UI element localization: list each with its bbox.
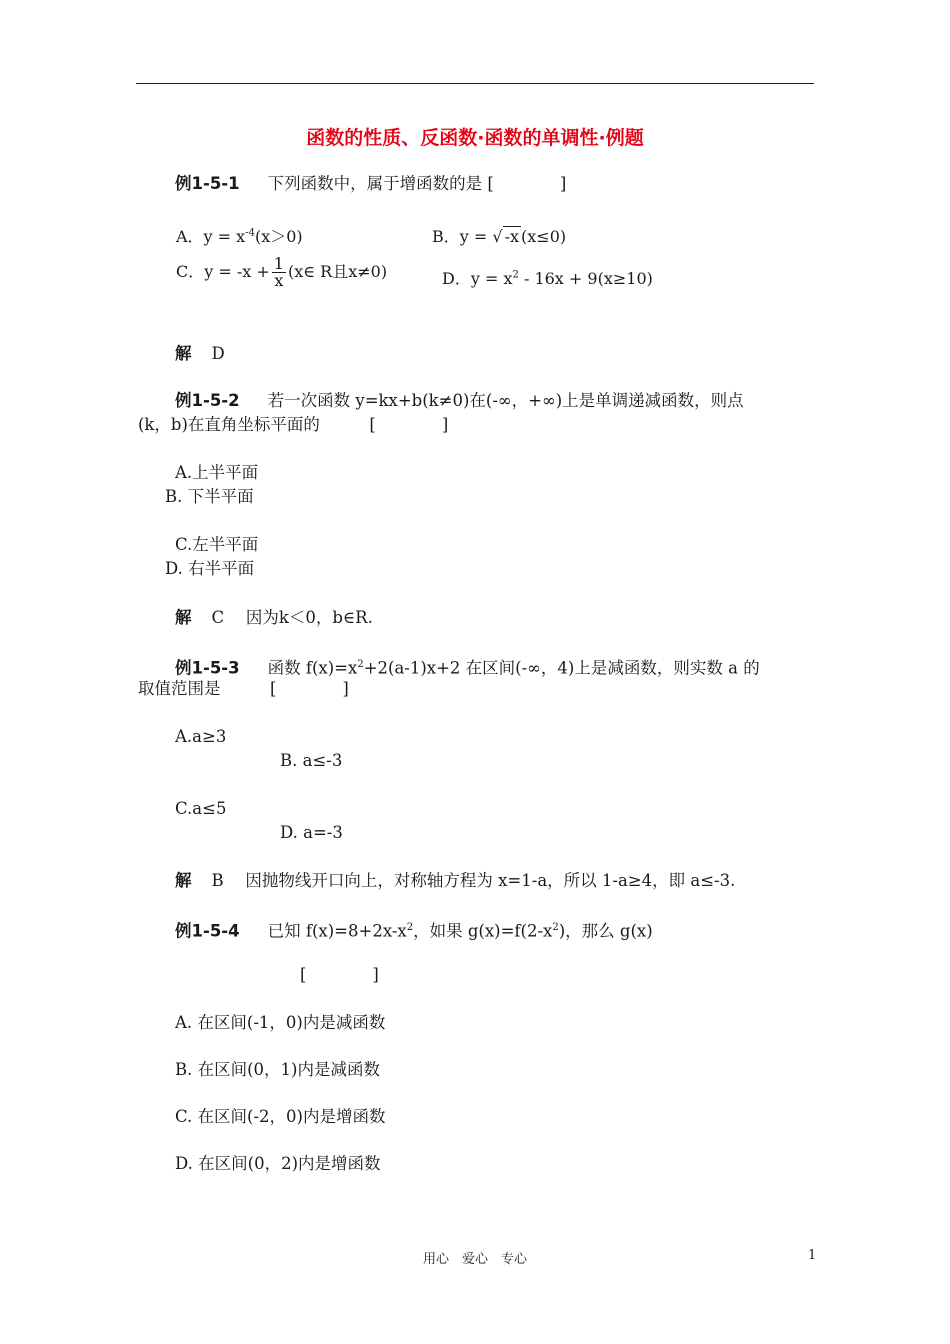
example-1-5-1 — [175, 172, 566, 196]
option-b: B. a≤-3 — [280, 751, 343, 770]
example-label: 例1-5-1 — [175, 174, 240, 193]
solution-label: 解 — [175, 344, 192, 363]
example-1-5-2 — [175, 389, 744, 413]
option-d: D．$y = x^2 - 16x + 9(x\ge 10)$ — [442, 269, 653, 288]
answer-bracket: [ ] — [300, 965, 379, 984]
option-a: A．$y = x^{-4}(x>0)$ — [176, 227, 303, 246]
option-b: B．y = √ -x (x≤0) — [432, 227, 567, 246]
example-question-cont: (k，b)在直角坐标平面的 [ ] — [138, 415, 449, 434]
example-question: 若一次函数 y=kx+b(k≠0)在(-∞，+∞)上是单调递减函数，则点 — [267, 391, 744, 410]
solution-label: 解 — [175, 608, 192, 627]
example-1-5-4: 例1-5-4 已知 $f(x)=8+2x-x^2$，如果 $g(x)=f(2-x^2)$，那么 g(x) — [175, 921, 653, 941]
example-question-cont: 取值范围是 [ ] — [138, 679, 349, 698]
option-c: C.a≤5 — [175, 799, 227, 818]
solution-1-5-3: 解 B 因抛物线开口向上，对称轴方程为 x=1-a，所以 1-a≥4，即 a≤-3. — [175, 871, 736, 890]
option-a: A.上半平面 — [175, 463, 259, 482]
example-label: 例1-5-2 — [175, 391, 240, 410]
option-b: B. 在区间(0，1)内是减函数 — [175, 1060, 380, 1079]
sqrt-icon: √ — [492, 227, 503, 246]
page-number: 1 — [808, 1248, 817, 1263]
option-d: D. 右半平面 — [165, 559, 255, 578]
option-d: D. 在区间(0，2)内是增函数 — [175, 1154, 381, 1173]
solution-1-5-2: 解 C 因为k＜0，b∈R. — [175, 608, 373, 627]
option-a: A.a≥3 — [175, 727, 227, 746]
fraction: $\frac{1}{x}$ — [273, 254, 284, 290]
option-b: B. 下半平面 — [165, 487, 254, 506]
example-question: 下列函数中，属于增函数的是 [ ] — [267, 174, 567, 193]
solution-label: 解 — [175, 871, 192, 890]
footer-text: 用心 爱心 专心 — [422, 1252, 527, 1267]
example-label: 例1-5-4 — [175, 921, 240, 941]
option-d: D. a=-3 — [280, 823, 343, 842]
option-a: A. 在区间(-1，0)内是减函数 — [175, 1013, 386, 1032]
header-rule — [136, 83, 814, 84]
option-c: C．y = -x + $\frac{1}{x}$ (x∈ R且x≠0) — [176, 254, 388, 290]
solution-1-5-1: 解 D — [175, 344, 225, 363]
page-title: 函数的性质、反函数·函数的单调性·例题 — [306, 127, 644, 149]
example-1-5-3: 例1-5-3 函数 $f(x)=x^2+2(a-1)x+2$ 在区间(-∞，4)上是减函数，则实数 a 的 — [175, 658, 760, 678]
option-c: C.左半平面 — [175, 535, 259, 554]
example-label: 例1-5-3 — [175, 658, 240, 678]
option-c: C. 在区间(-2，0)内是增函数 — [175, 1107, 386, 1126]
